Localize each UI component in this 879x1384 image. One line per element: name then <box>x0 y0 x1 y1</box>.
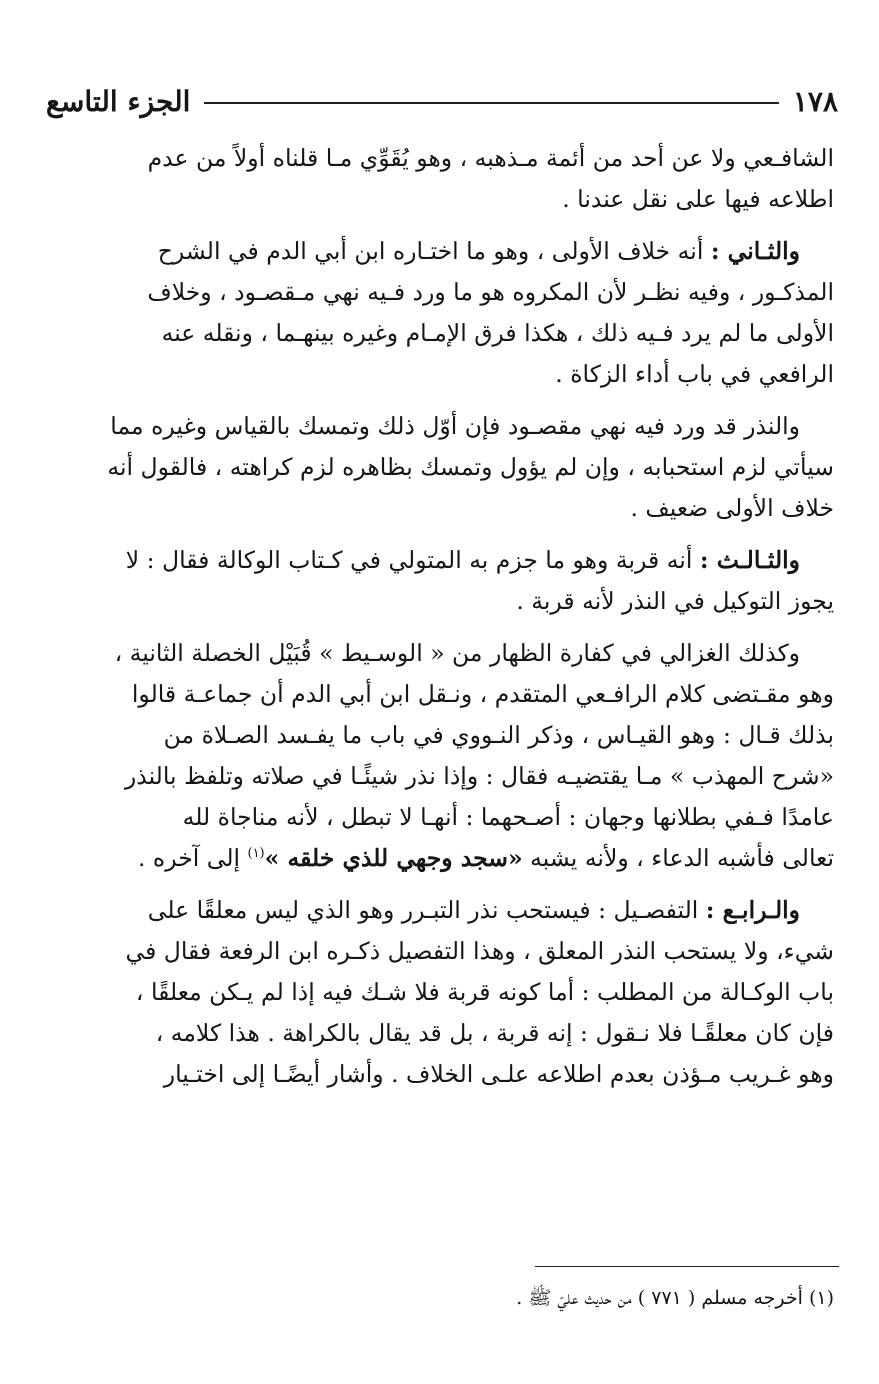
paragraph-5-text-after: إلى آخره . <box>137 844 248 872</box>
running-title: الجزء التاسع <box>46 84 191 118</box>
paragraph-6-text: التفصـيل : فيستحب نذر التبـرر وهو الذي ليس معلقًا على شيء، ولا يستحب النذر المعلق ، وهذا التفصيل ذكـره ابن الرفعة فقال في باب الوكـالة من المطلب : أما كونه قربة فلا شـك فيه إذا لم يـكن معلقًا ، فإن كان معلقًـا فلا نـقول : إنه قربة ، بل قد يقال بالكراهة . هذا كلامه ، وهو غـريب مـؤذن بعدم اطلاعه علـى الخلاف . وأشار أيضًـا إلى اختـيار <box>125 896 834 1088</box>
paragraph-3: والنذر قد ورد فيه نهي مقصـود فإن أوّل ذلك وتمسك بالقياس وغيره مما سيأتي لزم استحبابه ، وإن لم يؤول وتمسك بظاهره لزم كراهته ، فالقول أنه خلاف الأولى ضعيف . <box>107 412 834 522</box>
main-text <box>42 138 834 1266</box>
paragraph-4-text: أنه قربة وهو ما جزم به المتولي في كـتاب الوكالة فقال : لا يجوز التوكيل في النذر لأنه قربة . <box>125 546 834 615</box>
header-rule <box>204 102 778 104</box>
paragraph-keyword-third: والثـالـث : <box>699 546 800 574</box>
hadith-quote: «سجد وجهي للذي خلقه » <box>264 844 523 872</box>
paragraph-keyword-second: والثـاني : <box>710 237 800 265</box>
footnote: (١) أخرجه مسلم ( ٧٧١ ) من حديث عليّ ﷺ . <box>516 1287 834 1309</box>
page-header <box>46 80 838 122</box>
paragraph-keyword-fourth: والـرابـع : <box>705 896 800 924</box>
paragraph-2 <box>42 231 834 395</box>
paragraph-6 <box>42 890 834 1095</box>
paragraph-5 <box>42 633 834 879</box>
page-number: ١٧٨ <box>792 84 838 118</box>
paragraph-1: الشافـعي ولا عن أحد من أئمة مـذهبه ، وهو يُقَوِّي مـا قلناه أولاً من عدم اطلاعه فيها على نقل عندنا . <box>147 144 834 213</box>
footnote-reference: (١) <box>247 846 265 862</box>
paragraph-4 <box>42 540 834 622</box>
footnote-divider <box>535 1266 839 1267</box>
paragraph-2-text: أنه خلاف الأولى ، وهو ما اختـاره ابن أبي الدم في الشرح المذكـور ، وفيه نظـر لأن المكروه هو ما ورد فـيه نهي مـقصـود ، وخلاف الأولى ما لم يرد فـيه ذلك ، هكذا فرق الإمـام وغيره بينهـما ، ونقله عنه الرافعي في باب أداء الزكاة . <box>147 237 834 388</box>
paragraph-5-text-before: وكذلك الغزالي في كفارة الظهار من « الوسـيط » قُبَيْل الخصلة الثانية ، وهو مقـتضى كلام الرافـعي المتقدم ، ونـقل ابن أبي الدم أن جماعـة قالوا بذلك قـال : وهو القيـاس ، وذكر النـووي في باب ما يفـسد الصـلاة من «شرح المهذب » مـا يقتضيـه فقال : وإذا نذر شيئًـا في صلاته وتلفظ بالنذر عامدًا فـفي بطلانها وجهان : أصـحهما : أنهـا لا تبطل ، لأنه مناجاة لله تعالى فأشبه الدعاء ، ولأنه يشبه <box>114 639 834 872</box>
